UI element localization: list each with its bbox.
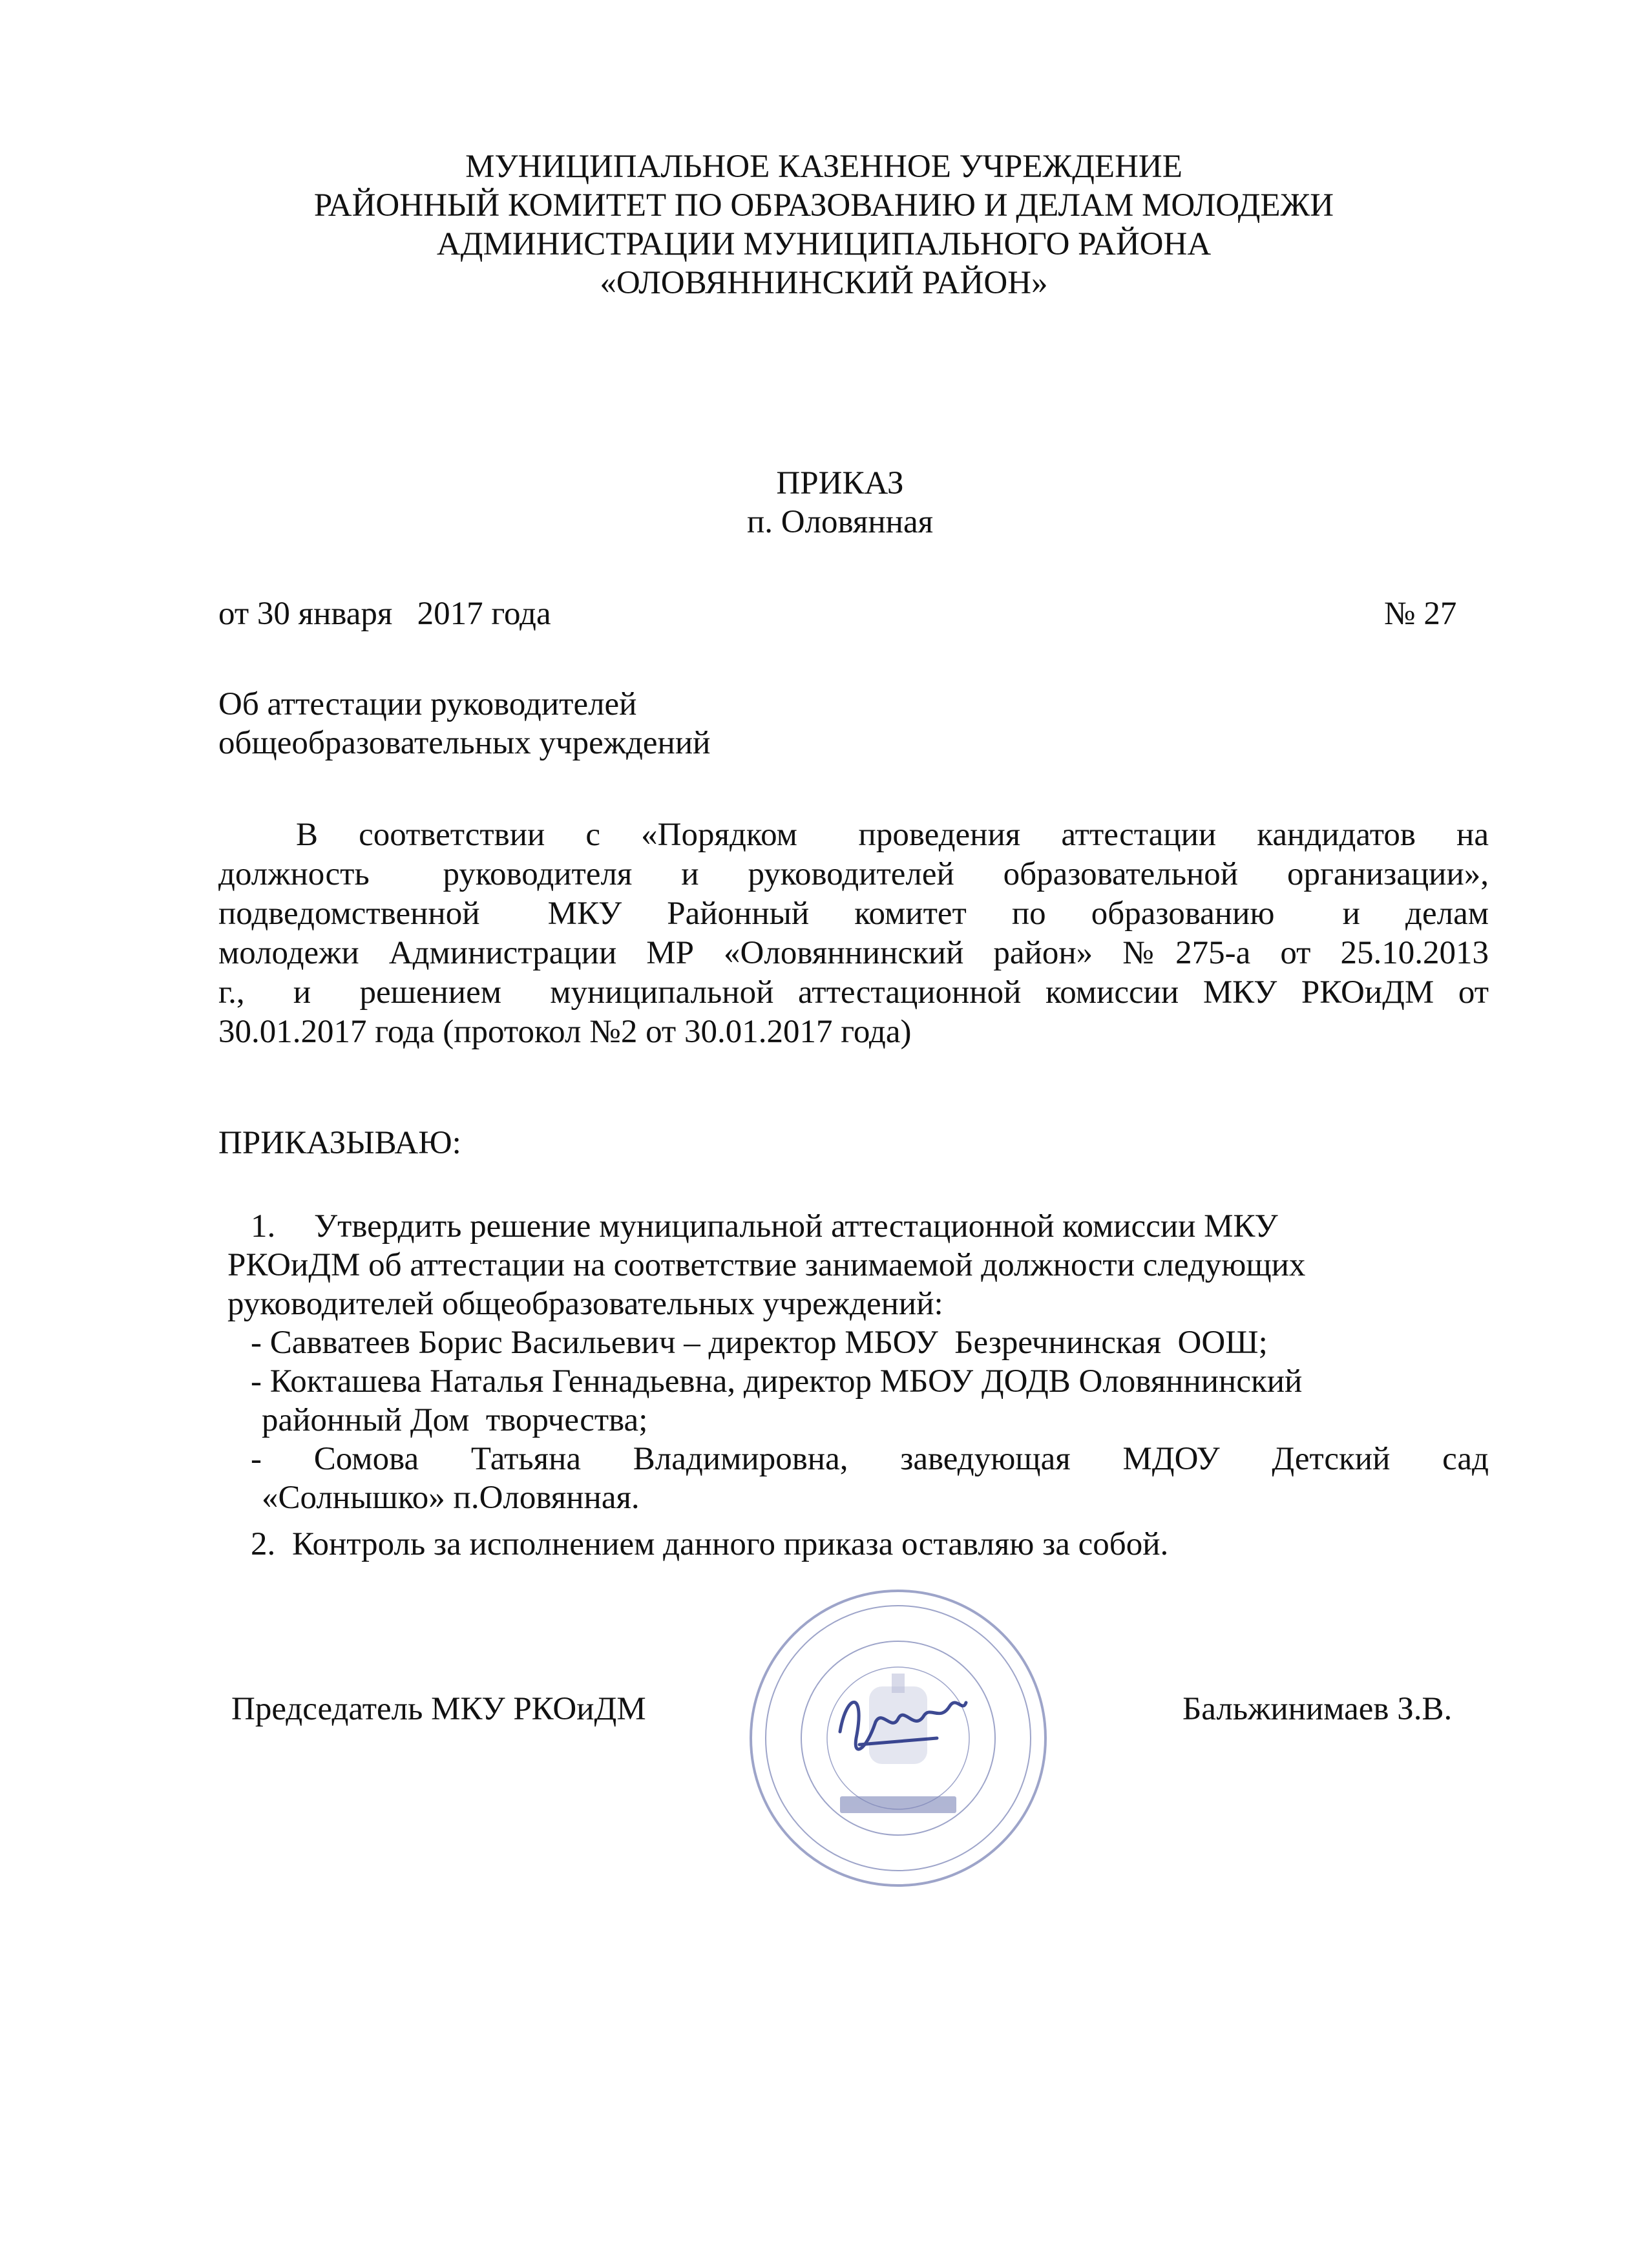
preamble-line-3: подведомственной МКУ Районный комитет по образованию и делам <box>218 896 1489 932</box>
header-line-4: «ОЛОВЯННИНСКИЙ РАЙОН» <box>600 265 1048 301</box>
preamble-line-6: 30.01.2017 года (протокол №2 от 30.01.2017 года) <box>218 1014 912 1050</box>
item-1-number: 1. <box>251 1208 276 1244</box>
preamble-line-2: должность руководителя и руководителей образовательной организации», <box>218 856 1489 892</box>
person-2-line-2: районный Дом творчества; <box>262 1402 648 1438</box>
header-line-1: МУНИЦИПАЛЬНОЕ КАЗЕННОЕ УЧРЕЖДЕНИЕ <box>465 149 1182 185</box>
order-number: № 27 <box>1384 596 1457 632</box>
signatory-position: Председатель МКУ РКОиДМ <box>231 1691 646 1727</box>
item-1-line-2: РКОиДМ об аттестации на соответствие занимаемой должности следующих <box>227 1247 1306 1283</box>
preamble-line-5: г., и решением муниципальной аттестационной комиссии МКУ РКОиДМ от <box>218 974 1489 1011</box>
signatory-name: Бальжинимаев З.В. <box>1182 1691 1453 1727</box>
official-stamp <box>743 1583 1053 1893</box>
order-place: п. Оловянная <box>746 504 934 540</box>
order-title-block <box>194 464 1486 541</box>
item-2-text: Контроль за исполнением данного приказа оставляю за собой. <box>292 1526 1169 1562</box>
subject-line-1: Об аттестации руководителей <box>218 686 637 722</box>
subject-line-2: общеобразовательных учреждений <box>218 725 711 761</box>
organization-header <box>194 147 1454 302</box>
order-title: ПРИКАЗ <box>776 465 904 501</box>
person-2-line-1: - Кокташева Наталья Геннадьевна, директор МБОУ ДОДВ Оловяннинский <box>251 1363 1303 1400</box>
person-3-line-2: «Солнышко» п.Оловянная. <box>262 1480 640 1516</box>
header-line-3: АДМИНИСТРАЦИИ МУНИЦИПАЛЬНОГО РАЙОНА <box>436 226 1212 262</box>
person-3-line-1: - Сомова Татьяна Владимировна, заведующая МДОУ Детский сад <box>251 1441 1489 1477</box>
item-1-line-1: Утвердить решение муниципальной аттестационной комиссии МКУ <box>314 1208 1278 1244</box>
order-date: от 30 января 2017 года <box>218 596 551 632</box>
preamble-line-4: молодежи Администрации МР «Оловяннинский район» №275-а от 25.10.2013 <box>218 935 1489 971</box>
order-subject <box>218 685 710 762</box>
item-1-line-3: руководителей общеобразовательных учреждений: <box>227 1286 943 1322</box>
header-line-2: РАЙОННЫЙ КОМИТЕТ ПО ОБРАЗОВАНИЮ И ДЕЛАМ МОЛОДЕЖИ <box>313 187 1334 224</box>
person-1: - Савватеев Борис Васильевич – директор МБОУ Безречнинская ООШ; <box>251 1325 1268 1361</box>
item-2-number: 2. <box>251 1526 276 1562</box>
preamble-line-1: В соответствии с «Порядком проведения аттестации кандидатов на <box>296 817 1489 853</box>
decree-word: ПРИКАЗЫВАЮ: <box>218 1125 461 1161</box>
